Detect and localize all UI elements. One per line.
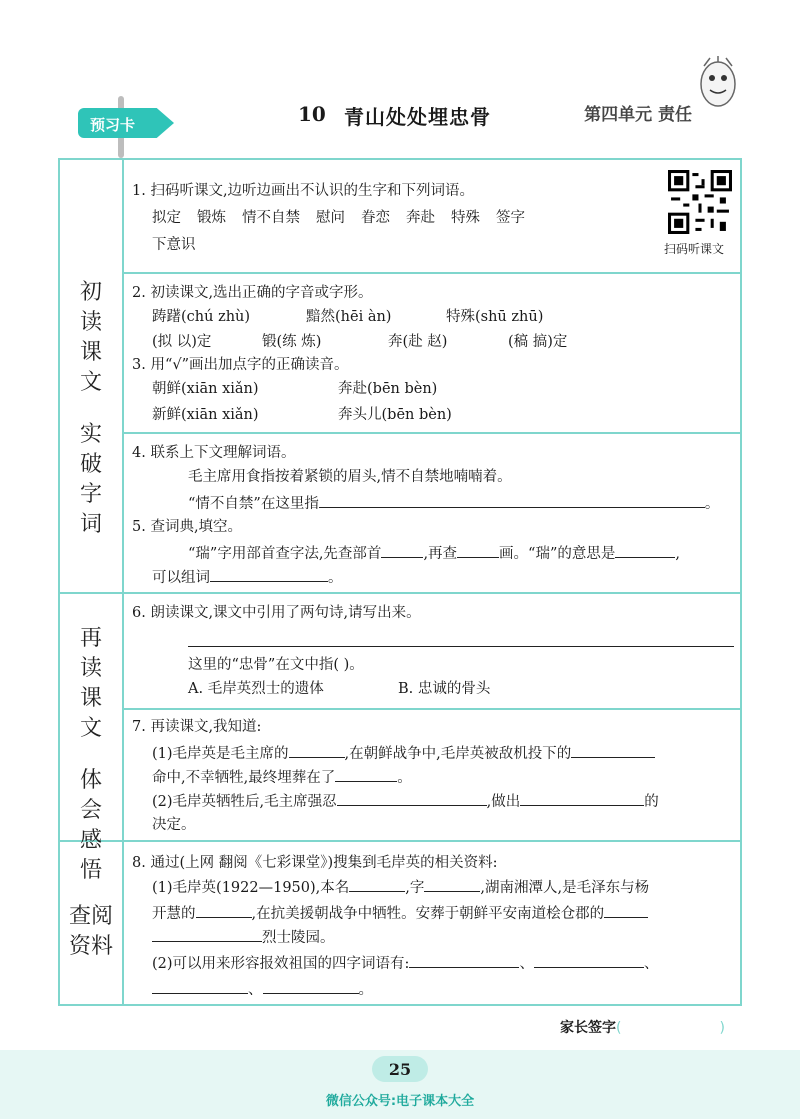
q2-pinyin-3: 特殊(shū zhū): [446, 309, 544, 325]
divider: [124, 432, 742, 434]
preview-tab-label: 预习卡: [90, 116, 136, 134]
section-label-second-reading: 再 读 课 文 体 会 感 悟: [79, 626, 102, 883]
q5-word-blank[interactable]: [210, 566, 328, 582]
q5-strokes-blank[interactable]: [457, 542, 499, 558]
q5-line-2: 可以组词 。: [152, 566, 343, 589]
q8-blank-relation[interactable]: [196, 902, 252, 918]
footer-note: 微信公众号:电子课本大全: [325, 1094, 475, 1109]
q8-line-2: 开慧的 ,在抗美援朝战争中牺牲。安葬于朝鲜平安南道桧仓郡的: [152, 902, 648, 925]
page-number: 25: [388, 1060, 412, 1079]
divider: [60, 592, 742, 594]
q6-answer-line[interactable]: [188, 646, 734, 647]
mascot-icon: [696, 54, 740, 112]
q2-prompt: 2. 初读课文,选出正确的字音或字形。: [132, 285, 373, 301]
qr-label: 扫码听课文: [664, 242, 725, 256]
q1-word-list: 拟定 锻炼 情不自禁 慰问 眷恋 奔赴 特殊 签字: [152, 210, 525, 226]
q7-blank-4[interactable]: [337, 790, 487, 806]
q7-blank-3[interactable]: [335, 766, 397, 782]
q3-item-b: 奔赴(bēn bèn): [338, 381, 438, 397]
q8-line-4: (2)可以用来形容报效祖国的四字词语有: 、 、: [152, 952, 658, 975]
q2-pinyin-2: 黯然(hēi àn): [306, 309, 392, 325]
q8-blank-idiom-2[interactable]: [534, 952, 644, 968]
q4-fill: “情不自禁”在这里指 。: [188, 492, 719, 515]
q2-form-3: 奔(赴 赵): [388, 334, 448, 350]
q2-form-4: (稿 搞)定: [508, 334, 568, 350]
q8-blank-name[interactable]: [349, 876, 405, 892]
qr-code-icon[interactable]: [668, 170, 732, 234]
q8-blank-idiom-1[interactable]: [409, 952, 519, 968]
q6-option-b[interactable]: B. 忠诚的骨头: [398, 681, 491, 697]
parent-signature: 家长签字( ): [560, 1016, 725, 1037]
section-label-first-reading: 初 读 课 文 实 破 字 词: [79, 280, 102, 537]
q7-blank-2[interactable]: [571, 742, 655, 758]
q8-line-3: 烈士陵园。: [152, 926, 335, 949]
q8-blank-courtesy[interactable]: [424, 876, 480, 892]
q7-blank-5[interactable]: [520, 790, 644, 806]
signature-blank[interactable]: [621, 1016, 719, 1032]
q2-pinyin-1: 踌躇(chú zhù): [152, 309, 251, 325]
q3-prompt: 3. 用“√”画出加点字的正确读音。: [132, 357, 349, 373]
divider: [124, 708, 742, 710]
q8-line-1: (1)毛岸英(1922—1950),本名 ,字 ,湖南湘潭人,是毛泽东与杨: [152, 876, 649, 899]
q7-line-3: (2)毛岸英牺牲后,毛主席强忍 ,做出 的: [152, 790, 659, 813]
q8-blank-place[interactable]: [604, 902, 648, 918]
q4-prompt: 4. 联系上下文理解词语。: [132, 445, 296, 461]
q3-item-a: 朝鲜(xiān xiǎn): [152, 381, 259, 397]
q7-line-4: 决定。: [152, 817, 196, 833]
q3-item-d: 奔头儿(bēn bèn): [338, 407, 452, 423]
divider: [60, 840, 742, 842]
divider: [124, 272, 742, 274]
q4-sentence: 毛主席用食指按着紧锁的眉头,情不自禁地喃喃着。: [188, 469, 512, 485]
q5-prompt: 5. 查词典,填空。: [132, 519, 243, 535]
section-label-research: 查 阅 资 料: [68, 904, 114, 959]
q8-prompt: 8. 通过(上网 翻阅《七彩课堂》)搜集到毛岸英的相关资料:: [132, 855, 498, 871]
q6-option-a[interactable]: A. 毛岸英烈士的遗体: [188, 681, 324, 697]
q1-prompt: 1. 扫码听课文,边听边画出不认识的生字和下列词语。: [132, 183, 475, 199]
q8-blank-idiom-3[interactable]: [152, 978, 248, 994]
q2-form-2: 锻(练 炼): [262, 334, 322, 350]
q3-item-c: 新鲜(xiān xiǎn): [152, 407, 259, 423]
q7-blank-1[interactable]: [289, 742, 345, 758]
worksheet-frame: [58, 158, 742, 1006]
q7-prompt: 7. 再读课文,我知道:: [132, 719, 262, 735]
q2-form-1: (拟 以)定: [152, 334, 212, 350]
q7-line-2: 命中,不幸牺牲,最终埋葬在了 。: [152, 766, 412, 789]
q8-line-5: 、 。: [152, 978, 373, 1001]
unit-label: 第四单元 责任: [584, 105, 692, 125]
q8-blank-place-2[interactable]: [152, 926, 262, 942]
q1-word-list-2: 下意识: [152, 237, 196, 253]
lesson-number: 10: [298, 102, 326, 126]
q5-meaning-blank[interactable]: [615, 542, 675, 558]
q5-line-1: “瑞”字用部首查字法,先查部首 ,再查 画。“瑞”的意思是 ,: [188, 542, 680, 565]
q7-line-1: (1)毛岸英是毛主席的 ,在朝鲜战争中,毛岸英被敌机投下的: [152, 742, 655, 765]
q5-radical-blank[interactable]: [381, 542, 423, 558]
q6-question: 这里的“忠骨”在文中指( )。: [188, 657, 364, 673]
q8-blank-idiom-4[interactable]: [263, 978, 359, 994]
lesson-title: 青山处处埋忠骨: [344, 105, 491, 129]
q4-answer-blank[interactable]: [319, 492, 705, 508]
q6-prompt: 6. 朗读课文,课文中引用了两句诗,请写出来。: [132, 605, 421, 621]
